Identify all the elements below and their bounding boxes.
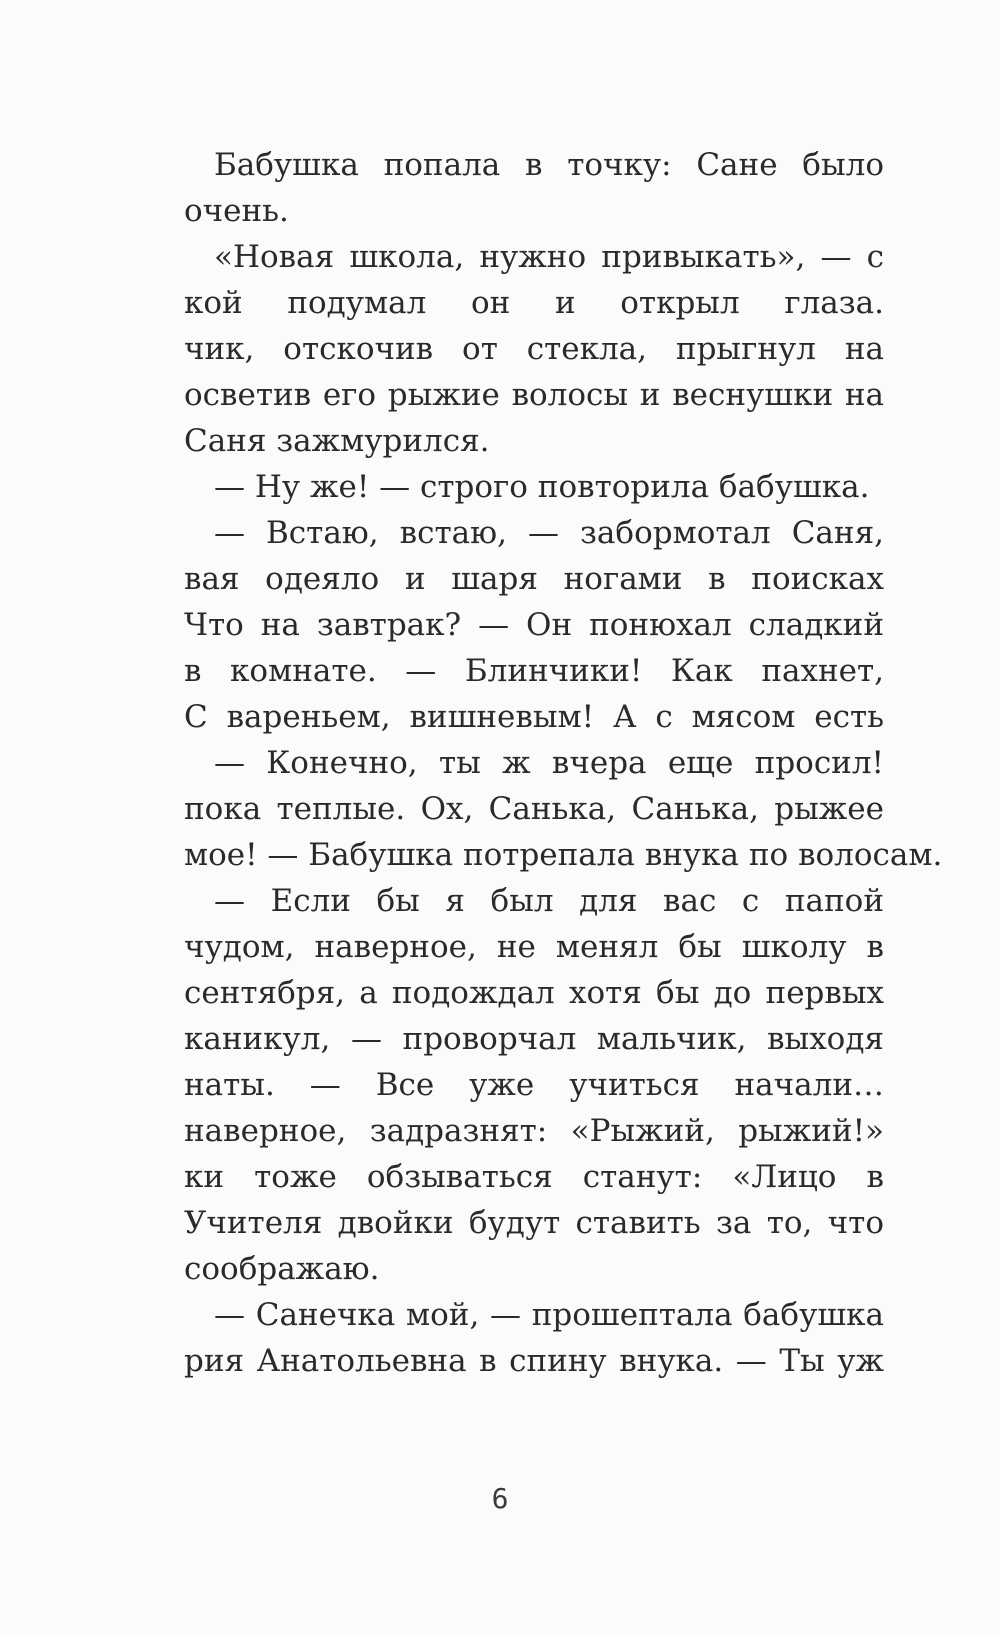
text-line: кой подумал он и открыл глаза. [184, 285, 884, 321]
text-line: — Встаю, встаю, — забормотал Саня, [214, 515, 884, 551]
text-line: чудом, наверное, не менял бы школу в [184, 929, 884, 965]
text-line: Саня зажмурился. [184, 423, 490, 459]
text-line: Учителя двойки будут ставить за то, что [184, 1205, 884, 1241]
text-line: — Если бы я был для вас с папой [214, 883, 884, 919]
text-line: наты. — Все уже учиться начали… [184, 1067, 884, 1103]
text-line: Бабушка попала в точку: Сане было [214, 147, 884, 183]
body-text [184, 142, 943, 1384]
text-line: — Конечно, ты ж вчера еще просил! [214, 745, 884, 781]
text-line: пока теплые. Ох, Санька, Санька, рыжее [184, 791, 884, 827]
text-line: вая одеяло и шаря ногами в поисках [184, 561, 884, 597]
text-line: каникул, — проворчал мальчик, выходя [184, 1021, 884, 1057]
text-line: в комнате. — Блинчики! Как пахнет, [184, 653, 884, 689]
text-line: ки тоже обзываться станут: «Лицо в [184, 1159, 884, 1195]
text-line: — Ну же! — строго повторила бабушка. [214, 469, 870, 505]
text-line: Что на завтрак? — Он понюхал сладкий [184, 607, 884, 643]
text-line: мое! — Бабушка потрепала внука по волосам. [184, 837, 943, 873]
text-line: наверное, задразнят: «Рыжий, рыжий!» [184, 1113, 884, 1149]
page-number: 6 [491, 1482, 509, 1515]
text-line: сентября, а подождал хотя бы до первых [184, 975, 884, 1011]
text-line: чик, отскочив от стекла, прыгнул на [184, 331, 884, 367]
text-line: С вареньем, вишневым! А с мясом есть [184, 699, 884, 735]
text-line: рия Анатольевна в спину внука. — Ты уж [184, 1343, 884, 1379]
text-line: соображаю. [184, 1251, 380, 1287]
text-line: очень. [184, 193, 289, 229]
text-line: — Санечка мой, — прошептала бабушка [214, 1297, 884, 1333]
text-line: осветив его рыжие волосы и веснушки на [184, 377, 884, 413]
text-line: «Новая школа, нужно привыкать», — с [214, 239, 884, 275]
